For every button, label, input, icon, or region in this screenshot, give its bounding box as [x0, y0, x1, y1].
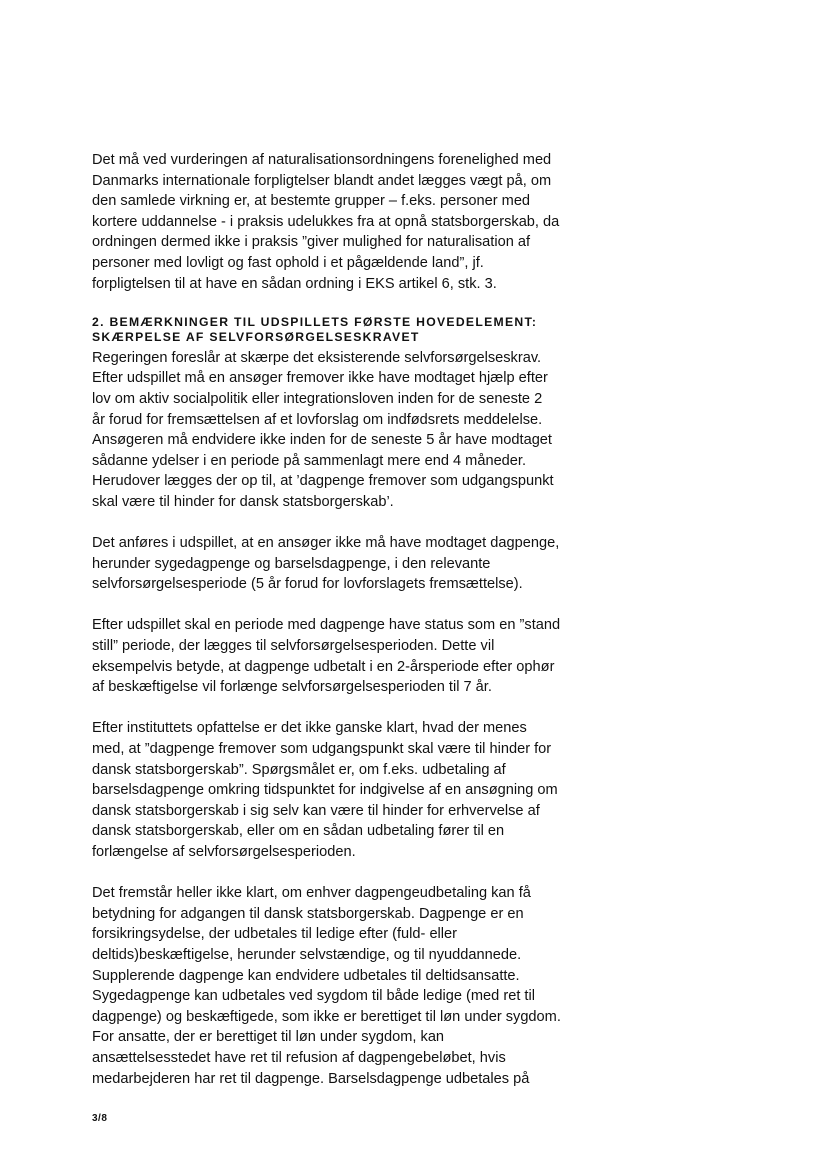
intro-paragraph: Det må ved vurderingen af naturalisationsordningens forenelighed med Danmarks internationale forpligtelser blandt andet lægges vægt på, om den samlede virkning er, at bestemte grupper – f.eks. personer med kortere uddannelse - i praksis udelukkes fra at opnå statsborgerskab, da ordningen dermed ikke i praksis ”giver mulighed for naturalisation af personer med lovligt og fast ophold i et pågældende land”, jf. forpligtelsen til at have en sådan ordning i EKS artikel 6, stk. 3.	[92, 152, 560, 292]
page-number: 3/8	[92, 1113, 108, 1124]
document-body	[92, 150, 592, 1110]
body-paragraph-5: Det fremstår heller ikke klart, om enhver dagpengeudbetaling kan få betydning for adgangen til dansk statsborgerskab. Dagpenge er en forsikringsydelse, der udbetales til ledige efter (fuld- eller deltids)beskæftigelse, herunder selvstændige, og til nyuddannede. Supplerende dagpenge kan endvidere udbetales til deltidsansatte. Sygedagpenge kan udbetales ved sygdom til både ledige (med ret til dagpenge) og beskæftigede, som ikke er berettiget til løn under sygdom. For ansatte, der er berettiget til løn under sygdom, kan ansættelsesstedet have ret til refusion af dagpengebeløbet, hvis medarbejderen har ret til dagpenge. Barselsdagpenge udbetales på	[92, 885, 561, 1087]
body-paragraph-4: Efter instituttets opfattelse er det ikke ganske klart, hvad der menes med, at ”dagpenge fremover som udgangspunkt skal være til hinder for dansk statsborgerskab”. Spørgsmålet er, om f.eks. udbetaling af barselsdagpenge omkring tidspunktet for indgivelse af en ansøgning om dansk statsborgerskab i sig selv kan være til hinder for erhvervelse af dansk statsborgerskab, eller om en sådan udbetaling fører til en forlængelse af selvforsørgelsesperioden.	[92, 720, 558, 860]
body-paragraph-2: Det anføres i udspillet, at en ansøger ikke må have modtaget dagpenge, herunder sygedagpenge og barselsdagpenge, i den relevante selvforsørgelsesperiode (5 år forud for lovforslagets fremsættelse).	[92, 535, 560, 593]
section-heading-block	[92, 315, 592, 346]
body-paragraph-1: Regeringen foreslår at skærpe det eksisterende selvforsørgelseskrav. Efter udspillet må en ansøger fremover ikke have modtaget hjælp efter lov om aktiv socialpolitik eller integrationsloven inden for de seneste 2 år forud for fremsættelsen af et lovforslag om indfødsrets meddelelse. Ansøgeren må endvidere ikke inden for de seneste 5 år have modtaget sådanne ydelser i en periode på sammenlagt mere end 4 måneder. Herudover lægges der op til, at ’dagpenge fremover som udgangspunkt skal være til hinder for dansk statsborgerskab’.	[92, 349, 554, 510]
body-paragraph-3: Efter udspillet skal en periode med dagpenge have status som en ”stand still” periode, der lægges til selvforsørgelsesperioden. Dette vil eksempelvis betyde, at dagpenge udbetalt i en 2-årsperiode efter ophør af beskæftigelse vil forlænge selvforsørgelsesperioden til 7 år.	[92, 617, 561, 696]
section-heading: 2. BEMÆRKNINGER TIL UDSPILLETS FØRSTE HOVEDELEMENT: SKÆRPELSE AF SELVFORSØRGELSESKRAVET	[92, 314, 538, 345]
